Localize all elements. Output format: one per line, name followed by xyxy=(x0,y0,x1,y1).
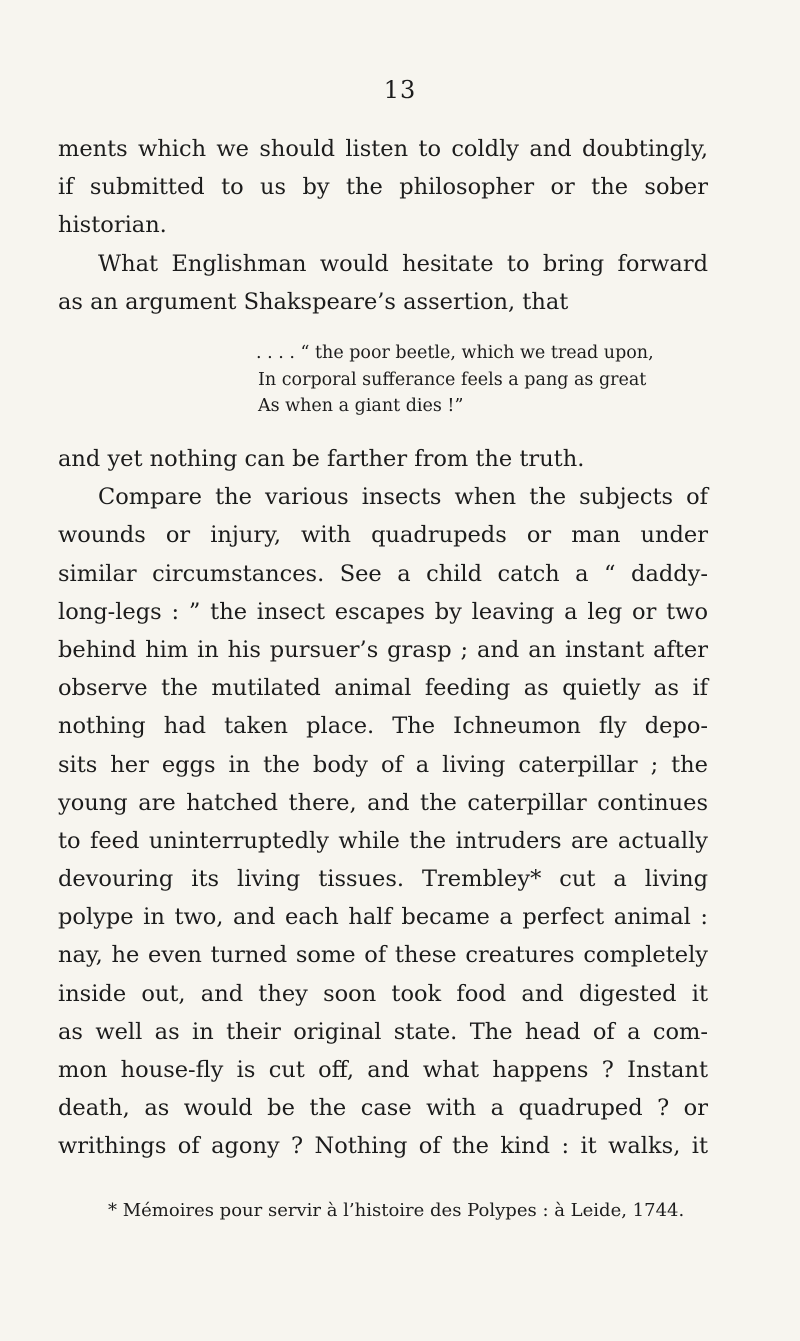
page-number: 13 xyxy=(383,76,417,104)
text-line: and yet nothing can be farther from the truth. xyxy=(58,446,585,472)
text-line: polype in two, and each half became a perfect animal : xyxy=(58,904,708,931)
quote-line: . . . . “ the poor beetle, which we tread upon, xyxy=(256,343,654,363)
text-line: ments which we should listen to coldly and doubtingly, xyxy=(58,136,708,162)
text-line: inside out, and they soon took food and digested it xyxy=(58,980,708,1007)
shakespeare-quotation xyxy=(258,340,738,420)
text-line: behind him in his pursuer’s grasp ; and an instant after xyxy=(58,636,708,663)
quote-line: As when a giant dies !” xyxy=(258,396,464,416)
text-line: wounds or injury, with quadrupeds or man under xyxy=(58,522,708,549)
text-line: nay, he even turned some of these creatures completely xyxy=(58,942,708,969)
quote-line: In corporal sufferance feels a pang as great xyxy=(258,369,647,390)
text-line: What Englishman would hesitate to bring forward xyxy=(98,250,708,277)
text-line: if submitted to us by the philosopher or the sober xyxy=(58,174,708,201)
text-line: Compare the various insects when the subjects of xyxy=(98,484,708,511)
paragraph-1 xyxy=(58,130,708,245)
text-line: as an argument Shakspeare’s assertion, that xyxy=(58,288,569,315)
text-line: writhings of agony ? Nothing of the kind : it walks, it xyxy=(58,1133,708,1160)
text-line: young are hatched there, and the caterpillar continues xyxy=(58,789,708,816)
text-line: mon house-fly is cut off, and what happens ? Instant xyxy=(58,1057,708,1083)
text-line: nothing had taken place. The Ichneumon fly depo- xyxy=(58,713,708,740)
text-line: similar circumstances. See a child catch a “ daddy- xyxy=(58,560,708,587)
paragraph-3 xyxy=(58,440,708,1166)
text-line: sits her eggs in the body of a living caterpillar ; the xyxy=(58,751,708,778)
text-line: to feed uninterruptedly while the intruders are actually xyxy=(58,827,708,854)
footnote: * Mémoires pour servir à l’histoire des Polypes : à Leide, 1744. xyxy=(108,1200,685,1221)
text-line: as well as in their original state. The head of a com- xyxy=(58,1018,708,1045)
text-line: historian. xyxy=(58,212,167,239)
text-line: death, as would be the case with a quadruped ? or xyxy=(58,1095,708,1122)
text-line: long-legs : ” the insect escapes by leaving a leg or two xyxy=(58,598,708,625)
text-line: observe the mutilated animal feeding as quietly as if xyxy=(58,675,708,702)
paragraph-2 xyxy=(58,245,708,321)
text-line: devouring its living tissues. Trembley* cut a living xyxy=(58,866,708,893)
